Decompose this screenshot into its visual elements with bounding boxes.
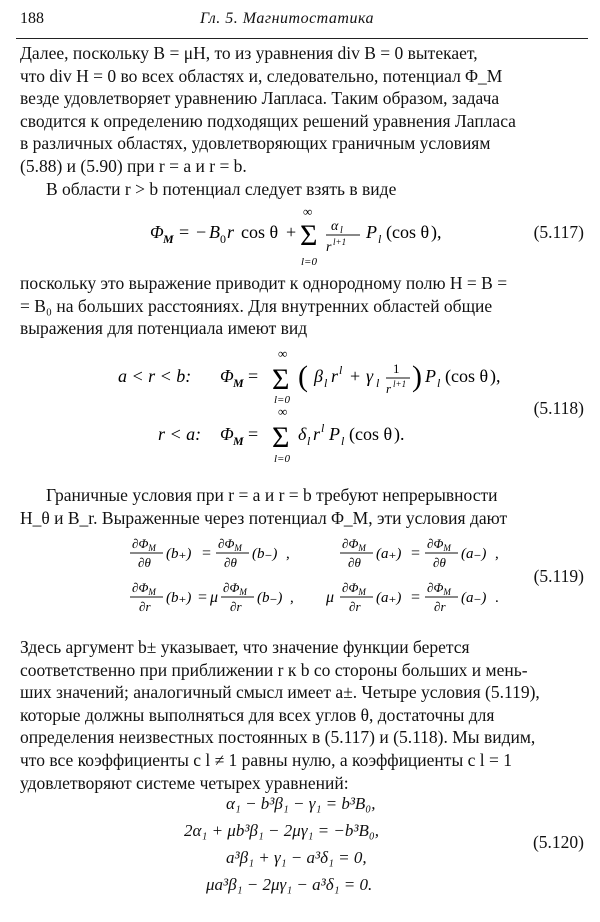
symbol: Φ: [150, 222, 164, 242]
deriv-numerator: $\partial\Phi_M$: [132, 536, 156, 553]
paragraph-intro: [20, 42, 582, 178]
deriv-denominator: ∂θ: [224, 555, 237, 570]
symbol: −: [196, 222, 207, 242]
deriv-denominator: ∂r: [139, 599, 151, 614]
symbol: ): [412, 360, 422, 393]
deriv-numerator: $\partial\Phi_M$: [132, 580, 156, 597]
symbol: (: [298, 360, 308, 393]
symbol: =: [198, 589, 208, 606]
equation-5-117-formula: [150, 200, 450, 272]
page-number: 188: [20, 10, 44, 27]
text-line: (5.88) и (5.90) при r = a и r = b.: [20, 155, 247, 176]
sum-sign: Σ: [272, 363, 290, 396]
text-line: ших значений; аналогичный смысл имеет a±. Четыре условия (5.119),: [20, 682, 540, 703]
argument: (b₊): [166, 590, 192, 606]
symbol: +: [350, 366, 361, 386]
text-line: В области r > b потенциал следует взять в виде: [46, 179, 397, 199]
running-title: Гл. 5. Магнитостатика: [200, 10, 375, 27]
deriv-denominator: ∂θ: [138, 555, 151, 570]
symbol: μ: [326, 589, 335, 606]
paragraph-outer-region: [20, 178, 582, 201]
paragraph-inner-regions: [20, 272, 582, 340]
subscript: l: [340, 225, 343, 236]
sum-upper: ∞: [278, 404, 288, 419]
symbol: ,: [286, 546, 290, 562]
system-equation: a³β₁ + γ₁ − a³δ₁ = 0,: [226, 848, 367, 867]
symbol: (: [445, 366, 451, 386]
symbol: γ: [366, 366, 374, 386]
symbol: r: [313, 424, 321, 444]
deriv-denominator: ∂r: [349, 599, 361, 614]
sum-upper: ∞: [303, 204, 313, 219]
text-line: везде удовлетворяет уравнению Лапласа. Таким образом, задача: [20, 88, 500, 109]
sum-sign: Σ: [272, 421, 290, 454]
symbol: Φ: [220, 424, 234, 444]
text-line: Граничные условия при r = a и r = b требуют непрерывности: [46, 485, 498, 505]
text-line: соответственно при приближении r к b со стороны больших и мень-: [20, 659, 528, 680]
symbol: cos θ: [355, 424, 393, 444]
equation-number: (5.120): [532, 832, 584, 852]
deriv-denominator: ∂r: [434, 599, 446, 614]
text-line: в различных областях, удовлетворяющих граничным условиям: [20, 133, 491, 154]
symbol: ,: [495, 546, 499, 562]
text-line: поскольку это выражение приводит к однородному полю H = B =: [20, 273, 508, 293]
symbol: =: [411, 589, 421, 606]
text-line: выражения для потенциала имеют вид: [20, 318, 308, 339]
deriv-numerator: $\partial\Phi_M$: [427, 580, 451, 597]
text-line: определения неизвестных постоянных в (5.117) и (5.118). Мы видим,: [20, 727, 536, 748]
condition: a < r < b:: [118, 366, 192, 386]
deriv-denominator: ∂θ: [433, 555, 446, 570]
subscript: l: [324, 376, 328, 390]
deriv-numerator: $\partial\Phi_M$: [223, 580, 247, 597]
system-equation: μa³β₁ − 2μγ₁ − a³δ₁ = 0.: [206, 875, 373, 894]
symbol: =: [179, 222, 190, 242]
symbol: cos θ: [241, 222, 279, 242]
symbol: =: [411, 545, 421, 562]
subscript: l: [307, 434, 311, 448]
sum-sign: Σ: [300, 219, 318, 252]
header-rule: [16, 38, 588, 39]
argument: (b₊): [166, 546, 192, 562]
paragraph-boundary-conditions: [20, 484, 582, 529]
sum-lower: l=0: [274, 453, 290, 465]
deriv-numerator: $\partial\Phi_M$: [342, 536, 366, 553]
symbol: r: [331, 366, 339, 386]
argument: (a₊): [376, 590, 402, 606]
argument: (b₋): [257, 590, 283, 606]
superscript: l+1: [393, 379, 407, 389]
deriv-numerator: $\partial\Phi_M$: [342, 580, 366, 597]
subscript: M: [163, 232, 174, 246]
paragraph-coefficients: [20, 636, 582, 794]
equation-5-119-formula: [130, 534, 510, 622]
symbol: Φ: [220, 366, 234, 386]
symbol: ,: [290, 590, 294, 606]
denominator: r: [386, 381, 392, 396]
text-line: сводится к определению подходящих решений уравнения Лапласа: [20, 110, 516, 131]
symbol: B: [209, 222, 220, 242]
numerator: α: [331, 219, 339, 234]
deriv-numerator: $\partial\Phi_M$: [218, 536, 242, 553]
subscript: l: [437, 376, 441, 390]
symbol: =: [248, 424, 259, 444]
argument: (a₊): [376, 546, 402, 562]
symbol: ): [490, 366, 496, 386]
equation-number: (5.119): [533, 566, 584, 586]
symbol: ): [431, 222, 437, 242]
symbol: cos θ: [392, 222, 430, 242]
condition: r < a:: [158, 424, 202, 444]
deriv-denominator: ∂θ: [348, 555, 361, 570]
system-equation: 2α₁ + μb³β₁ − 2μγ₁ = −b³B₀,: [184, 821, 380, 840]
symbol: +: [286, 222, 297, 242]
symbol: cos θ: [451, 366, 489, 386]
subscript: M: [233, 434, 244, 448]
sum-upper: ∞: [278, 346, 288, 361]
superscript: l: [339, 363, 343, 377]
text-line: Здесь аргумент b± указывает, что значение функции берется: [20, 637, 470, 657]
symbol: =: [202, 545, 212, 562]
symbol: =: [248, 366, 259, 386]
symbol: ): [394, 424, 400, 444]
subscript: l: [376, 376, 380, 390]
subscript: 0: [220, 232, 226, 246]
system-equation: α₁ − b³β₁ − γ₁ = b³B₀,: [226, 794, 376, 813]
symbol: P: [425, 366, 436, 386]
argument: (b₋): [252, 546, 278, 562]
text-line: H_θ и B_r. Выраженные через потенциал Φ_M, эти условия дают: [20, 507, 508, 528]
symbol: P: [329, 424, 340, 444]
symbol: .: [400, 424, 405, 444]
text-line: что div H = 0 во всех областях и, следовательно, потенциал Φ_M: [20, 65, 503, 86]
deriv-numerator: $\partial\Phi_M$: [427, 536, 451, 553]
text-line: = B₀ на больших расстояниях. Для внутренних областей общие: [20, 295, 493, 316]
text-line: что все коэффициенты с l ≠ 1 равны нулю, а коэффициенты с l = 1: [20, 749, 512, 770]
equation-number: (5.118): [533, 398, 584, 418]
equation-5-118-formula: [118, 342, 518, 470]
sum-lower: l=0: [301, 256, 317, 268]
symbol: (: [349, 424, 355, 444]
deriv-denominator: ∂r: [230, 599, 242, 614]
symbol: r: [227, 222, 235, 242]
symbol: ,: [437, 222, 442, 242]
superscript: l: [321, 421, 325, 435]
sum-lower: l=0: [274, 394, 290, 406]
symbol: μ: [210, 589, 219, 606]
symbol: β: [314, 366, 323, 386]
page-header: [0, 0, 600, 40]
text-line: которые должны выполняться для всех углов θ, достаточны для: [20, 704, 495, 725]
symbol: (: [386, 222, 392, 242]
argument: (a₋): [461, 590, 487, 606]
symbol: P: [366, 222, 377, 242]
symbol: .: [495, 590, 499, 606]
equation-number: (5.117): [533, 222, 584, 242]
text-line: удовлетворяют системе четырех уравнений:: [20, 772, 349, 793]
text-line: Далее, поскольку B = μH, то из уравнения div B = 0 вытекает,: [20, 43, 478, 63]
numerator: 1: [393, 361, 400, 376]
argument: (a₋): [461, 546, 487, 562]
subscript: M: [233, 376, 244, 390]
subscript: l: [341, 434, 345, 448]
symbol: ,: [496, 366, 501, 386]
equation-5-120-system: [184, 790, 414, 898]
subscript: l: [378, 232, 382, 246]
denominator: r: [326, 240, 332, 255]
superscript: l+1: [333, 237, 347, 247]
symbol: δ: [298, 424, 307, 444]
